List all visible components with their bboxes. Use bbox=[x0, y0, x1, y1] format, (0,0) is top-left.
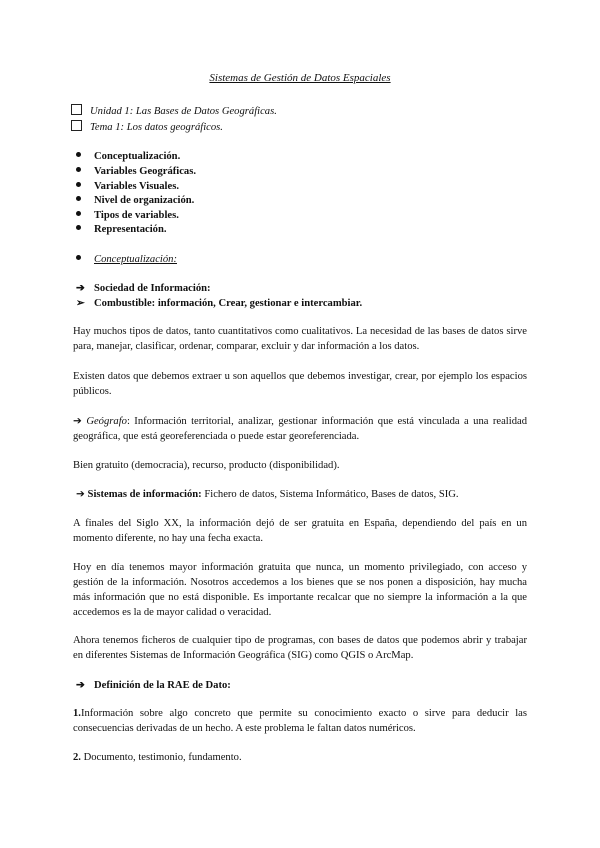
topic-item: Variables Geográficas. bbox=[76, 164, 196, 179]
checklist-item-unidad bbox=[71, 104, 277, 119]
topic-item: Tipos de variables. bbox=[76, 208, 179, 223]
checkbox-icon bbox=[71, 104, 82, 115]
paragraph: Existen datos que debemos extraer u son aquellos que debemos investigar, crear, por ejemplo los espacios públicos. bbox=[73, 371, 527, 397]
paragraph: Ahora tenemos ficheros de cualquier tipo de programas, con bases de datos que podemos abrir y trabajar en diferentes Sistemas de Información Geográfica (SIG) como QGIS o ArcMap. bbox=[73, 635, 527, 661]
topic-item: Variables Visuales. bbox=[76, 179, 179, 194]
arrow-icon: ➔ bbox=[76, 489, 85, 500]
checklist-label: Tema 1: Los datos geográficos. bbox=[90, 122, 223, 133]
geografo-paragraph: ➔ Geógrafo: Información territorial, analizar, gestionar información que está vinculada a una realidad geográfica, que está georeferenciada o puede estar georeferenciada. bbox=[73, 416, 527, 442]
definition-1: 1.Información sobre algo concreto que permite su conocimiento exacto o sirve para deducir las consecuencias derivadas de un hecho. A este problema le faltan datos numéricos. bbox=[73, 708, 527, 734]
arrow-item: ➔ Sociedad de Información: bbox=[76, 283, 211, 294]
bullet-icon bbox=[76, 152, 81, 157]
geografo-term: Geógrafo bbox=[86, 416, 127, 427]
topic-item: Conceptualización. bbox=[76, 149, 180, 164]
bullet-icon bbox=[76, 196, 81, 201]
document-title: Sistemas de Gestión de Datos Espaciales bbox=[209, 72, 391, 84]
paragraph: Bien gratuito (democracia), recurso, producto (disponibilidad). bbox=[73, 460, 340, 471]
paragraph: Hay muchos tipos de datos, tanto cuantitativos como cualitativos. La necesidad de las bases de datos sirve para, manejar, clasificar, ordenar, comparar, excluir y dar información a los datos. bbox=[73, 326, 527, 352]
checklist-label: Unidad 1: Las Bases de Datos Geográficas. bbox=[90, 106, 277, 117]
paragraph: Hoy en día tenemos mayor información gratuita que nunca, un momento privilegiado, con acceso y gestión de la información. Nosotros accedemos a los bienes que se nos ponen a disposición, hay mucha más información que no está disponible. Es importante recalcar que no siempre la información a la que accedemos es la de mayor calidad o veracidad. bbox=[73, 562, 527, 618]
checklist-item-tema bbox=[71, 120, 223, 135]
arrow-item: ➢ Combustible: información, Crear, gestionar e intercambiar. bbox=[76, 298, 363, 309]
bullet-icon bbox=[76, 182, 81, 187]
arrow-icon: ➔ bbox=[76, 283, 85, 294]
section-heading: Conceptualización: bbox=[76, 252, 177, 267]
bullet-icon bbox=[76, 211, 81, 216]
arrow-icon: ➔ bbox=[76, 680, 85, 691]
sistemas-term: Sistemas de información: bbox=[87, 489, 202, 500]
paragraph: A finales del Siglo XX, la información dejó de ser gratuita en España, dependiendo del país en un momento diferente, no hay una fecha exacta. bbox=[73, 518, 527, 544]
bullet-icon bbox=[76, 255, 81, 260]
rae-heading: ➔ Definición de la RAE de Dato: bbox=[76, 680, 231, 691]
topic-item: Representación. bbox=[76, 222, 166, 237]
definition-2: 2. Documento, testimonio, fundamento. bbox=[73, 752, 242, 763]
topic-item: Nivel de organización. bbox=[76, 193, 194, 208]
checkbox-icon bbox=[71, 120, 82, 131]
arrowhead-icon: ➢ bbox=[76, 298, 85, 309]
sistemas-paragraph: ➔ Sistemas de información: Fichero de datos, Sistema Informático, Bases de datos, SIG. bbox=[76, 489, 459, 500]
arrow-icon: ➔ bbox=[73, 416, 82, 427]
bullet-icon bbox=[76, 167, 81, 172]
bullet-icon bbox=[76, 225, 81, 230]
